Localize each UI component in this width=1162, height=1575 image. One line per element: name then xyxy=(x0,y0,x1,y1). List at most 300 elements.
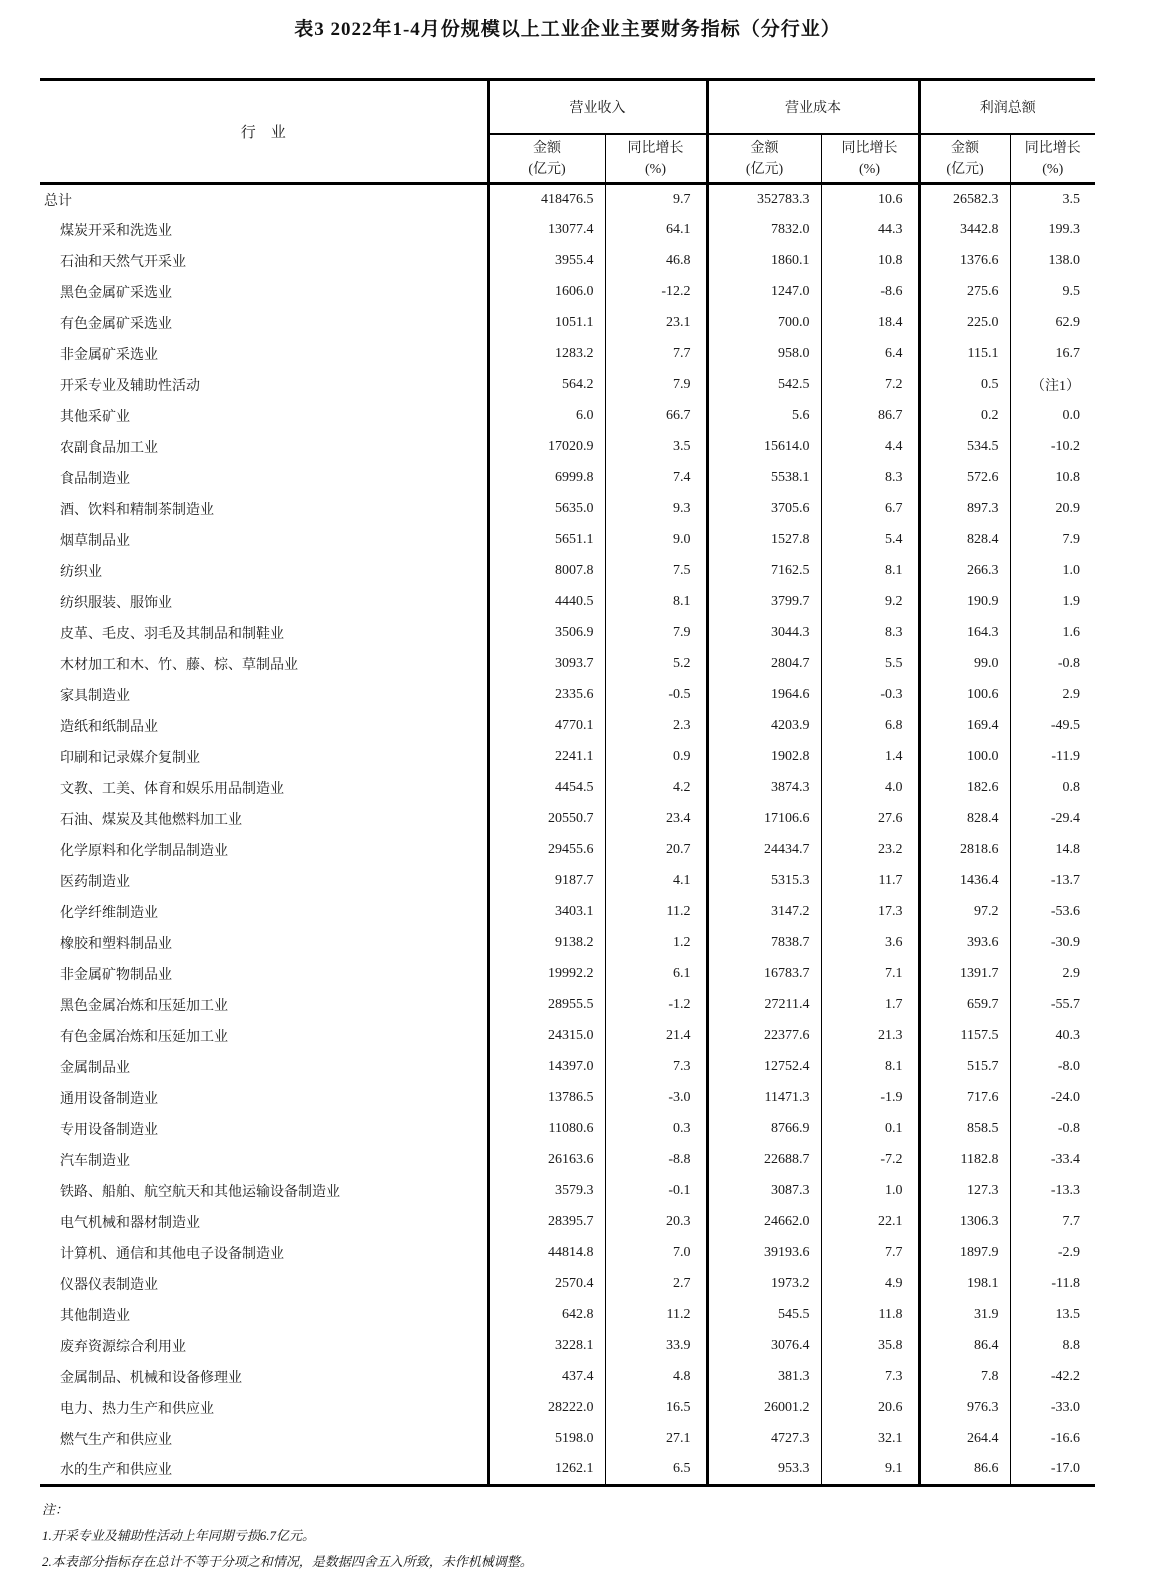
cost-growth-cell: 6.7 xyxy=(821,494,919,525)
cost-growth-cell: 1.0 xyxy=(821,1176,919,1207)
revenue-amount-cell: 8007.8 xyxy=(488,556,605,587)
revenue-amount-cell: 4454.5 xyxy=(488,773,605,804)
revenue-growth-cell: 5.2 xyxy=(605,649,707,680)
revenue-growth-cell: 6.5 xyxy=(605,1455,707,1486)
industry-name-cell: 其他采矿业 xyxy=(40,401,488,432)
industry-name-cell: 计算机、通信和其他电子设备制造业 xyxy=(40,1238,488,1269)
revenue-amount-cell: 19992.2 xyxy=(488,959,605,990)
revenue-amount-cell: 5635.0 xyxy=(488,494,605,525)
profit-amount-cell: 1436.4 xyxy=(919,866,1010,897)
revenue-growth-cell: 33.9 xyxy=(605,1331,707,1362)
table-row xyxy=(40,1052,1095,1083)
profit-amount-cell: 0.5 xyxy=(919,370,1010,401)
revenue-amount-cell: 24315.0 xyxy=(488,1021,605,1052)
cost-growth-cell: 10.8 xyxy=(821,246,919,277)
revenue-growth-cell: 9.7 xyxy=(605,184,707,215)
revenue-amount-cell: 3228.1 xyxy=(488,1331,605,1362)
table-row xyxy=(40,1176,1095,1207)
revenue-growth-cell: 7.5 xyxy=(605,556,707,587)
profit-growth-cell: -49.5 xyxy=(1050,718,1080,733)
revenue-growth-cell: 9.0 xyxy=(605,525,707,556)
industry-name-cell: 有色金属矿采选业 xyxy=(40,308,488,339)
cost-growth-cell: 8.3 xyxy=(821,618,919,649)
profit-growth-cell: 40.3 xyxy=(1055,1028,1080,1043)
revenue-growth-cell: 4.8 xyxy=(605,1362,707,1393)
revenue-growth-cell: 3.5 xyxy=(605,432,707,463)
cost-growth-cell: 1.7 xyxy=(821,990,919,1021)
profit-amount-cell: 86.6 xyxy=(919,1455,1010,1486)
profit-growth-cell: 7.7 xyxy=(1062,1214,1080,1229)
cost-growth-cell: 17.3 xyxy=(821,897,919,928)
profit-growth-cell: -13.7 xyxy=(1050,873,1080,888)
cost-growth-cell: 21.3 xyxy=(821,1021,919,1052)
cost-amount-cell: 4727.3 xyxy=(707,1424,821,1455)
profit-growth-cell: 199.3 xyxy=(1048,222,1080,237)
cost-amount-cell: 7162.5 xyxy=(707,556,821,587)
table-row xyxy=(40,959,1095,990)
profit-growth-cell: 3.5 xyxy=(1062,191,1080,207)
revenue-growth-cell: 20.3 xyxy=(605,1207,707,1238)
cost-amount-cell: 3076.4 xyxy=(707,1331,821,1362)
table-row xyxy=(40,897,1095,928)
industry-name-cell: 水的生产和供应业 xyxy=(40,1455,488,1486)
col-header-industry: 行 业 xyxy=(40,80,488,184)
table-row xyxy=(40,1269,1095,1300)
industry-name-cell: 家具制造业 xyxy=(40,680,488,711)
table-row xyxy=(40,1021,1095,1052)
profit-growth-cell: -16.6 xyxy=(1050,1431,1080,1446)
cost-growth-cell: 5.5 xyxy=(821,649,919,680)
cost-amount-cell: 1964.6 xyxy=(707,680,821,711)
profit-amount-cell: 86.4 xyxy=(919,1331,1010,1362)
cost-amount-cell: 22377.6 xyxy=(707,1021,821,1052)
cost-amount-cell: 26001.2 xyxy=(707,1393,821,1424)
table-row xyxy=(40,494,1095,525)
profit-amount-cell: 100.6 xyxy=(919,680,1010,711)
profit-growth-cell: 20.9 xyxy=(1055,501,1080,516)
table-row xyxy=(40,773,1095,804)
cost-amount-cell: 3044.3 xyxy=(707,618,821,649)
cost-growth-cell: 4.4 xyxy=(821,432,919,463)
revenue-growth-cell: 21.4 xyxy=(605,1021,707,1052)
revenue-growth-cell: 27.1 xyxy=(605,1424,707,1455)
table-row xyxy=(40,184,1095,215)
cost-amount-cell: 3087.3 xyxy=(707,1176,821,1207)
industry-name-cell: 汽车制造业 xyxy=(40,1145,488,1176)
table-row xyxy=(40,1114,1095,1145)
profit-growth-cell: 1.9 xyxy=(1062,594,1080,609)
revenue-amount-cell: 29455.6 xyxy=(488,835,605,866)
table-row xyxy=(40,835,1095,866)
industry-name-cell: 文教、工美、体育和娱乐用品制造业 xyxy=(40,773,488,804)
revenue-amount-cell: 44814.8 xyxy=(488,1238,605,1269)
cost-amount-cell: 542.5 xyxy=(707,370,821,401)
table-row xyxy=(40,215,1095,246)
revenue-amount-cell: 28955.5 xyxy=(488,990,605,1021)
profit-amount-cell: 534.5 xyxy=(919,432,1010,463)
profit-growth-cell: 138.0 xyxy=(1048,253,1080,268)
col-header-profit-amount xyxy=(919,134,1010,184)
cost-amount-cell: 24662.0 xyxy=(707,1207,821,1238)
cost-growth-cell: 6.8 xyxy=(821,711,919,742)
industry-name-cell: 仪器仪表制造业 xyxy=(40,1269,488,1300)
revenue-amount-cell: 28395.7 xyxy=(488,1207,605,1238)
revenue-amount-cell: 418476.5 xyxy=(488,184,605,215)
revenue-amount-cell: 5651.1 xyxy=(488,525,605,556)
cost-amount-cell: 5538.1 xyxy=(707,463,821,494)
profit-growth-cell: -53.6 xyxy=(1050,904,1080,919)
revenue-growth-cell: -3.0 xyxy=(605,1083,707,1114)
revenue-amount-cell: 2241.1 xyxy=(488,742,605,773)
col-header-cost-amount xyxy=(707,134,821,184)
col-header-revenue-amount xyxy=(488,134,605,184)
growth-label: 同比增长 xyxy=(1024,141,1081,157)
revenue-amount-cell: 3579.3 xyxy=(488,1176,605,1207)
cost-growth-cell: 9.2 xyxy=(821,587,919,618)
revenue-growth-cell: 0.3 xyxy=(605,1114,707,1145)
growth-label: 同比增长 xyxy=(841,141,898,157)
cost-growth-cell: 4.0 xyxy=(821,773,919,804)
table-row xyxy=(40,401,1095,432)
revenue-amount-cell: 28222.0 xyxy=(488,1393,605,1424)
profit-amount-cell: 828.4 xyxy=(919,525,1010,556)
industry-name-cell: 食品制造业 xyxy=(40,463,488,494)
table-row xyxy=(40,370,1095,401)
industry-name-cell: 皮革、毛皮、羽毛及其制品和制鞋业 xyxy=(40,618,488,649)
profit-amount-cell: 1376.6 xyxy=(919,246,1010,277)
revenue-amount-cell: 1283.2 xyxy=(488,339,605,370)
revenue-growth-cell: 64.1 xyxy=(605,215,707,246)
revenue-amount-cell: 3093.7 xyxy=(488,649,605,680)
profit-growth-cell: 0.8 xyxy=(1062,780,1080,795)
cost-amount-cell: 3147.2 xyxy=(707,897,821,928)
cost-amount-cell: 7832.0 xyxy=(707,215,821,246)
industry-name-cell: 橡胶和塑料制品业 xyxy=(40,928,488,959)
revenue-amount-cell: 1606.0 xyxy=(488,277,605,308)
table-row xyxy=(40,432,1095,463)
profit-amount-cell: 1897.9 xyxy=(919,1238,1010,1269)
industry-name-cell: 有色金属冶炼和压延加工业 xyxy=(40,1021,488,1052)
cost-amount-cell: 7838.7 xyxy=(707,928,821,959)
cost-amount-cell: 11471.3 xyxy=(707,1083,821,1114)
cost-amount-cell: 1527.8 xyxy=(707,525,821,556)
revenue-amount-cell: 3955.4 xyxy=(488,246,605,277)
revenue-growth-cell: 9.3 xyxy=(605,494,707,525)
profit-amount-cell: 3442.8 xyxy=(919,215,1010,246)
profit-growth-cell: 16.7 xyxy=(1055,346,1080,361)
revenue-amount-cell: 1051.1 xyxy=(488,308,605,339)
revenue-growth-cell: 6.1 xyxy=(605,959,707,990)
profit-amount-cell: 127.3 xyxy=(919,1176,1010,1207)
cost-growth-cell: 9.1 xyxy=(821,1455,919,1486)
profit-growth-cell: 2.9 xyxy=(1062,687,1080,702)
profit-growth-cell: -8.0 xyxy=(1057,1059,1080,1074)
industry-name-cell: 纺织业 xyxy=(40,556,488,587)
industry-name-cell: 煤炭开采和洗选业 xyxy=(40,215,488,246)
industry-name-cell: 其他制造业 xyxy=(40,1300,488,1331)
profit-growth-cell: -10.2 xyxy=(1050,439,1080,454)
industry-name-cell: 烟草制品业 xyxy=(40,525,488,556)
profit-growth-cell: 14.8 xyxy=(1055,842,1080,857)
revenue-amount-cell: 20550.7 xyxy=(488,804,605,835)
cost-amount-cell: 381.3 xyxy=(707,1362,821,1393)
industry-name-cell: 化学纤维制造业 xyxy=(40,897,488,928)
revenue-amount-cell: 437.4 xyxy=(488,1362,605,1393)
profit-amount-cell: 169.4 xyxy=(919,711,1010,742)
revenue-amount-cell: 14397.0 xyxy=(488,1052,605,1083)
profit-growth-cell: -24.0 xyxy=(1050,1090,1080,1105)
financial-indicators-table xyxy=(40,78,1095,1487)
cost-growth-cell: 10.6 xyxy=(821,184,919,215)
table-row xyxy=(40,339,1095,370)
profit-growth-cell: 2.9 xyxy=(1062,966,1080,981)
profit-growth-cell: （注1） xyxy=(1031,379,1080,394)
col-group-operating-revenue: 营业收入 xyxy=(488,80,707,134)
profit-amount-cell: 198.1 xyxy=(919,1269,1010,1300)
revenue-growth-cell: 4.1 xyxy=(605,866,707,897)
cost-growth-cell: 32.1 xyxy=(821,1424,919,1455)
industry-name-cell: 燃气生产和供应业 xyxy=(40,1424,488,1455)
cost-growth-cell: 35.8 xyxy=(821,1331,919,1362)
profit-growth-cell: -33.4 xyxy=(1050,1152,1080,1167)
revenue-amount-cell: 3506.9 xyxy=(488,618,605,649)
profit-growth-cell: -33.0 xyxy=(1050,1400,1080,1415)
industry-name-cell: 医药制造业 xyxy=(40,866,488,897)
industry-name-cell: 总计 xyxy=(40,184,488,215)
profit-growth-cell: -17.0 xyxy=(1050,1461,1080,1477)
cost-amount-cell: 958.0 xyxy=(707,339,821,370)
table-row xyxy=(40,866,1095,897)
cost-amount-cell: 5.6 xyxy=(707,401,821,432)
cost-growth-cell: 0.1 xyxy=(821,1114,919,1145)
table-row xyxy=(40,804,1095,835)
cost-amount-cell: 545.5 xyxy=(707,1300,821,1331)
cost-growth-cell: 22.1 xyxy=(821,1207,919,1238)
revenue-amount-cell: 9138.2 xyxy=(488,928,605,959)
table-row xyxy=(40,680,1095,711)
revenue-growth-cell: 1.2 xyxy=(605,928,707,959)
cost-growth-cell: 5.4 xyxy=(821,525,919,556)
cost-growth-cell: 8.1 xyxy=(821,1052,919,1083)
profit-amount-cell: 182.6 xyxy=(919,773,1010,804)
profit-growth-cell: -2.9 xyxy=(1057,1245,1080,1260)
growth-label: 同比增长 xyxy=(627,141,684,157)
revenue-amount-cell: 1262.1 xyxy=(488,1455,605,1486)
table-row xyxy=(40,1424,1095,1455)
profit-amount-cell: 717.6 xyxy=(919,1083,1010,1114)
industry-name-cell: 纺织服装、服饰业 xyxy=(40,587,488,618)
revenue-amount-cell: 13077.4 xyxy=(488,215,605,246)
table-header xyxy=(40,80,1095,184)
revenue-amount-cell: 564.2 xyxy=(488,370,605,401)
cost-growth-cell: 6.4 xyxy=(821,339,919,370)
profit-amount-cell: 264.4 xyxy=(919,1424,1010,1455)
industry-name-cell: 农副食品加工业 xyxy=(40,432,488,463)
revenue-amount-cell: 13786.5 xyxy=(488,1083,605,1114)
cost-growth-cell: 23.2 xyxy=(821,835,919,866)
revenue-amount-cell: 26163.6 xyxy=(488,1145,605,1176)
cost-growth-cell: 7.7 xyxy=(821,1238,919,1269)
revenue-growth-cell: -1.2 xyxy=(605,990,707,1021)
revenue-growth-cell: 2.7 xyxy=(605,1269,707,1300)
profit-growth-cell: 8.8 xyxy=(1062,1338,1080,1353)
profit-amount-cell: 7.8 xyxy=(919,1362,1010,1393)
cost-growth-cell: 18.4 xyxy=(821,308,919,339)
industry-name-cell: 电气机械和器材制造业 xyxy=(40,1207,488,1238)
cost-amount-cell: 12752.4 xyxy=(707,1052,821,1083)
table-row xyxy=(40,463,1095,494)
table-row xyxy=(40,556,1095,587)
profit-amount-cell: 393.6 xyxy=(919,928,1010,959)
page-title: 表3 2022年1-4月份规模以上工业企业主要财务指标（分行业） xyxy=(294,19,841,40)
cost-amount-cell: 8766.9 xyxy=(707,1114,821,1145)
table-row xyxy=(40,277,1095,308)
industry-name-cell: 专用设备制造业 xyxy=(40,1114,488,1145)
industry-name-cell: 化学原料和化学制品制造业 xyxy=(40,835,488,866)
industry-name-cell: 石油、煤炭及其他燃料加工业 xyxy=(40,804,488,835)
industry-name-cell: 电力、热力生产和供应业 xyxy=(40,1393,488,1424)
profit-amount-cell: 572.6 xyxy=(919,463,1010,494)
growth-unit-label: (%) xyxy=(859,162,880,178)
table-row xyxy=(40,928,1095,959)
table-body xyxy=(40,184,1095,1486)
cost-growth-cell: 20.6 xyxy=(821,1393,919,1424)
industry-name-cell: 黑色金属冶炼和压延加工业 xyxy=(40,990,488,1021)
cost-amount-cell: 953.3 xyxy=(707,1455,821,1486)
col-group-total-profit: 利润总额 xyxy=(919,80,1095,134)
profit-growth-cell: 1.0 xyxy=(1062,563,1080,578)
profit-growth-cell: 0.0 xyxy=(1062,408,1080,423)
industry-name-cell: 印刷和记录媒介复制业 xyxy=(40,742,488,773)
cost-growth-cell: -0.3 xyxy=(821,680,919,711)
industry-name-cell: 废弃资源综合利用业 xyxy=(40,1331,488,1362)
cost-amount-cell: 2804.7 xyxy=(707,649,821,680)
cost-amount-cell: 1247.0 xyxy=(707,277,821,308)
profit-amount-cell: 99.0 xyxy=(919,649,1010,680)
cost-growth-cell: 11.8 xyxy=(821,1300,919,1331)
cost-growth-cell: 7.2 xyxy=(821,370,919,401)
profit-amount-cell: 100.0 xyxy=(919,742,1010,773)
table-row xyxy=(40,1393,1095,1424)
revenue-amount-cell: 2570.4 xyxy=(488,1269,605,1300)
profit-amount-cell: 2818.6 xyxy=(919,835,1010,866)
cost-growth-cell: 7.3 xyxy=(821,1362,919,1393)
revenue-growth-cell: -0.5 xyxy=(605,680,707,711)
profit-amount-cell: 97.2 xyxy=(919,897,1010,928)
profit-amount-cell: 1182.8 xyxy=(919,1145,1010,1176)
revenue-growth-cell: 7.7 xyxy=(605,339,707,370)
table-row xyxy=(40,1362,1095,1393)
cost-growth-cell: 3.6 xyxy=(821,928,919,959)
cost-amount-cell: 5315.3 xyxy=(707,866,821,897)
revenue-amount-cell: 5198.0 xyxy=(488,1424,605,1455)
industry-name-cell: 酒、饮料和精制茶制造业 xyxy=(40,494,488,525)
revenue-growth-cell: -12.2 xyxy=(605,277,707,308)
table-row xyxy=(40,742,1095,773)
notes-label: 注： xyxy=(42,1502,69,1517)
profit-growth-cell: -11.9 xyxy=(1051,749,1080,764)
table-row xyxy=(40,1331,1095,1362)
profit-growth-cell: -0.8 xyxy=(1057,656,1080,671)
profit-amount-cell: 225.0 xyxy=(919,308,1010,339)
profit-amount-cell: 164.3 xyxy=(919,618,1010,649)
cost-amount-cell: 24434.7 xyxy=(707,835,821,866)
profit-amount-cell: 266.3 xyxy=(919,556,1010,587)
profit-growth-cell: -55.7 xyxy=(1050,997,1080,1012)
revenue-growth-cell: -0.1 xyxy=(605,1176,707,1207)
industry-name-cell: 开采专业及辅助性活动 xyxy=(40,370,488,401)
revenue-amount-cell: 2335.6 xyxy=(488,680,605,711)
amount-unit-label: (亿元) xyxy=(528,162,566,178)
table-row xyxy=(40,618,1095,649)
table-row xyxy=(40,1145,1095,1176)
revenue-amount-cell: 4440.5 xyxy=(488,587,605,618)
revenue-growth-cell: 7.9 xyxy=(605,370,707,401)
profit-amount-cell: 115.1 xyxy=(919,339,1010,370)
cost-amount-cell: 16783.7 xyxy=(707,959,821,990)
revenue-growth-cell: -8.8 xyxy=(605,1145,707,1176)
cost-growth-cell: 1.4 xyxy=(821,742,919,773)
cost-growth-cell: -8.6 xyxy=(821,277,919,308)
revenue-amount-cell: 6.0 xyxy=(488,401,605,432)
profit-amount-cell: 31.9 xyxy=(919,1300,1010,1331)
profit-amount-cell: 1391.7 xyxy=(919,959,1010,990)
note-item-1: 1.开采专业及辅助性活动上年同期亏损6.7亿元。 xyxy=(42,1528,316,1543)
profit-amount-cell: 0.2 xyxy=(919,401,1010,432)
revenue-growth-cell: 7.3 xyxy=(605,1052,707,1083)
revenue-growth-cell: 4.2 xyxy=(605,773,707,804)
industry-name-cell: 金属制品、机械和设备修理业 xyxy=(40,1362,488,1393)
profit-growth-cell: -29.4 xyxy=(1050,811,1080,826)
table-row xyxy=(40,649,1095,680)
revenue-amount-cell: 4770.1 xyxy=(488,711,605,742)
profit-amount-cell: 976.3 xyxy=(919,1393,1010,1424)
profit-amount-cell: 828.4 xyxy=(919,804,1010,835)
industry-name-cell: 石油和天然气开采业 xyxy=(40,246,488,277)
revenue-growth-cell: 23.4 xyxy=(605,804,707,835)
profit-amount-cell: 1306.3 xyxy=(919,1207,1010,1238)
cost-growth-cell: 8.3 xyxy=(821,463,919,494)
revenue-growth-cell: 7.9 xyxy=(605,618,707,649)
revenue-growth-cell: 11.2 xyxy=(605,1300,707,1331)
cost-amount-cell: 700.0 xyxy=(707,308,821,339)
revenue-amount-cell: 6999.8 xyxy=(488,463,605,494)
profit-growth-cell: -42.2 xyxy=(1050,1369,1080,1384)
revenue-growth-cell: 8.1 xyxy=(605,587,707,618)
revenue-growth-cell: 20.7 xyxy=(605,835,707,866)
col-group-operating-cost: 营业成本 xyxy=(707,80,919,134)
cost-amount-cell: 1860.1 xyxy=(707,246,821,277)
profit-amount-cell: 515.7 xyxy=(919,1052,1010,1083)
cost-growth-cell: 44.3 xyxy=(821,215,919,246)
table-row xyxy=(40,990,1095,1021)
revenue-growth-cell: 2.3 xyxy=(605,711,707,742)
profit-growth-cell: 1.6 xyxy=(1062,625,1080,640)
table-row xyxy=(40,1455,1095,1486)
cost-growth-cell: 86.7 xyxy=(821,401,919,432)
amount-unit-label: (亿元) xyxy=(745,162,784,178)
cost-growth-cell: 27.6 xyxy=(821,804,919,835)
profit-amount-cell: 659.7 xyxy=(919,990,1010,1021)
cost-amount-cell: 3874.3 xyxy=(707,773,821,804)
revenue-growth-cell: 7.0 xyxy=(605,1238,707,1269)
growth-unit-label: (%) xyxy=(645,162,666,178)
table-row xyxy=(40,1238,1095,1269)
note-item-2: 2.本表部分指标存在总计不等于分项之和情况，是数据四舍五入所致，未作机械调整。 xyxy=(42,1554,533,1569)
cost-growth-cell: 4.9 xyxy=(821,1269,919,1300)
industry-name-cell: 通用设备制造业 xyxy=(40,1083,488,1114)
cost-amount-cell: 3799.7 xyxy=(707,587,821,618)
